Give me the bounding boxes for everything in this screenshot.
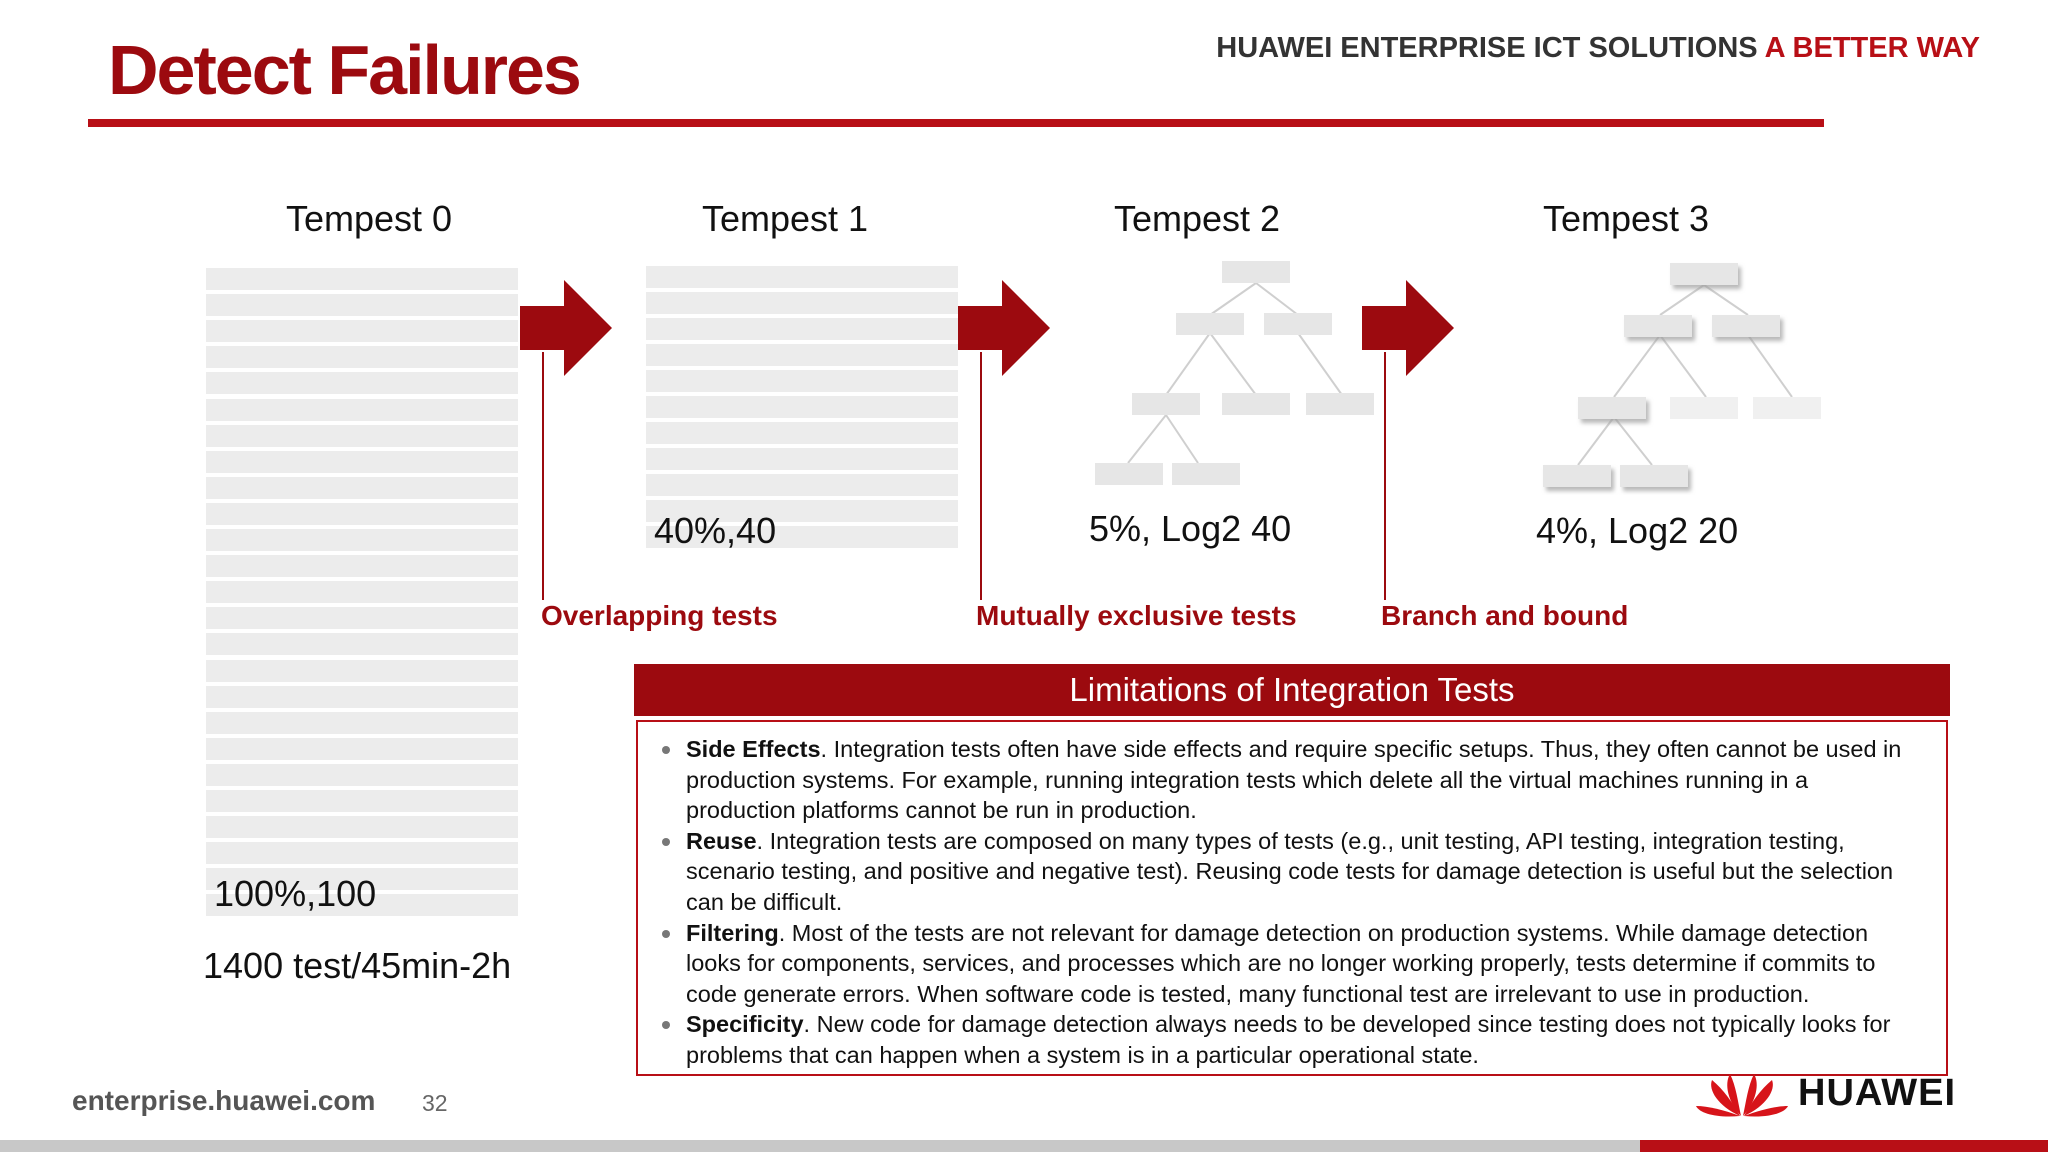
test-row-bar	[646, 448, 958, 470]
callout-line-mutually-exclusive	[980, 352, 982, 600]
limitation-item-reuse	[686, 826, 1924, 918]
test-row-bar	[206, 738, 518, 760]
bullet-dot-icon	[662, 1021, 670, 1029]
limitation-item-filtering	[686, 918, 1924, 1010]
limitation-text: . Integration tests are composed on many types of tests (e.g., unit testing, API testing, integration testing, scenario testing, and positive and negative test). Reusing code tests for damage detection is useful but the selection can be difficult.	[686, 827, 1894, 915]
footer-url: enterprise.huawei.com	[72, 1085, 376, 1116]
bullet-dot-icon	[662, 930, 670, 938]
test-row-bar	[646, 292, 958, 314]
test-row-bar	[206, 555, 518, 577]
tree-diagram-tempest-3	[1530, 255, 1830, 495]
test-row-bar	[646, 396, 958, 418]
callout-label-overlapping: Overlapping tests	[541, 600, 778, 631]
test-row-bar	[646, 474, 958, 496]
note-tempest-0: 1400 test/45min-2h	[203, 945, 512, 986]
test-row-bar	[646, 344, 958, 366]
bullet-dot-icon	[662, 746, 670, 754]
test-row-bar	[206, 399, 518, 421]
tree-diagram-tempest-2	[1080, 255, 1380, 495]
tagline-accent: A BETTER WAY	[1764, 32, 1980, 64]
test-row-bar	[646, 318, 958, 340]
callout-line-branch-bound	[1384, 352, 1386, 600]
limitations-list	[686, 734, 1924, 1071]
limitations-panel	[636, 720, 1948, 1076]
limitation-term: Reuse	[686, 827, 757, 854]
limitation-text: . Most of the tests are not relevant for damage detection on production systems. While damage detection looks for components, services, and processes which are no longer working properly, tests determine if commits to code generate errors. When software code is tested, many functional test are irrelevant to use in production.	[686, 919, 1876, 1007]
stat-tempest-3: 4%, Log2 20	[1536, 510, 1739, 551]
footer-accent-bar	[1640, 1140, 2048, 1152]
test-row-bar	[206, 425, 518, 447]
test-row-bar	[206, 529, 518, 551]
test-row-bar	[206, 581, 518, 603]
column-title-tempest-2: Tempest 2	[1114, 198, 1281, 239]
callout-label-mutually-exclusive: Mutually exclusive tests	[976, 600, 1297, 631]
test-row-bar	[206, 764, 518, 786]
test-row-bar	[646, 370, 958, 392]
limitations-panel-header: Limitations of Integration Tests	[634, 664, 1950, 716]
test-row-bar	[206, 660, 518, 682]
title-divider	[88, 119, 1824, 127]
callout-label-branch-bound: Branch and bound	[1381, 600, 1629, 631]
limitation-text: . Integration tests often have side effects and require specific setups. Thus, they often cannot be used in production systems. For example, running integration tests which delete all the virtual machines running in a production platforms cannot be run in production.	[686, 736, 1902, 824]
test-row-bar	[206, 712, 518, 734]
test-row-bar	[206, 294, 518, 316]
limitation-term: Side Effects	[686, 736, 821, 762]
tagline-main: HUAWEI ENTERPRISE ICT SOLUTIONS	[1216, 32, 1758, 64]
right-arrow-icon	[1362, 280, 1456, 376]
limitation-item-specificity	[686, 1009, 1924, 1070]
test-row-bar	[206, 842, 518, 864]
limitation-term: Specificity	[686, 1011, 804, 1038]
limitation-term: Filtering	[686, 919, 779, 946]
limitation-item-side-effects	[686, 734, 1924, 826]
test-row-bar	[206, 503, 518, 525]
stat-tempest-2: 5%, Log2 40	[1089, 508, 1292, 549]
huawei-petal-logo-icon	[1694, 1072, 1790, 1122]
page-number: 32	[422, 1090, 448, 1116]
test-row-bar	[206, 477, 518, 499]
stat-tempest-0: 100%,100	[214, 873, 377, 914]
huawei-logo-text: HUAWEI	[1798, 1072, 1956, 1114]
column-title-tempest-3: Tempest 3	[1543, 198, 1710, 239]
bullet-dot-icon	[662, 838, 670, 846]
test-row-bar	[206, 372, 518, 394]
test-row-bar	[206, 790, 518, 812]
page-title: Detect Failures	[108, 31, 580, 109]
test-row-bar	[206, 320, 518, 342]
callout-line-overlapping	[542, 352, 544, 600]
stat-tempest-1: 40%,40	[654, 510, 777, 551]
right-arrow-icon	[520, 280, 614, 376]
test-row-bar	[206, 607, 518, 629]
test-row-bar	[206, 346, 518, 368]
test-row-bar	[206, 686, 518, 708]
limitation-text: . New code for damage detection always needs to be developed since testing does not typically looks for problems that can happen when a system is in a particular operational state.	[686, 1011, 1891, 1068]
test-row-bar	[646, 266, 958, 288]
column-title-tempest-0: Tempest 0	[286, 198, 453, 239]
test-row-bar	[646, 422, 958, 444]
right-arrow-icon	[958, 280, 1052, 376]
header-tagline	[1216, 32, 1980, 65]
huawei-logo	[1694, 1072, 1994, 1122]
test-row-bar	[206, 451, 518, 473]
test-row-bar	[206, 268, 518, 290]
test-row-bar	[206, 816, 518, 838]
column-title-tempest-1: Tempest 1	[702, 198, 869, 239]
test-row-bar	[206, 633, 518, 655]
